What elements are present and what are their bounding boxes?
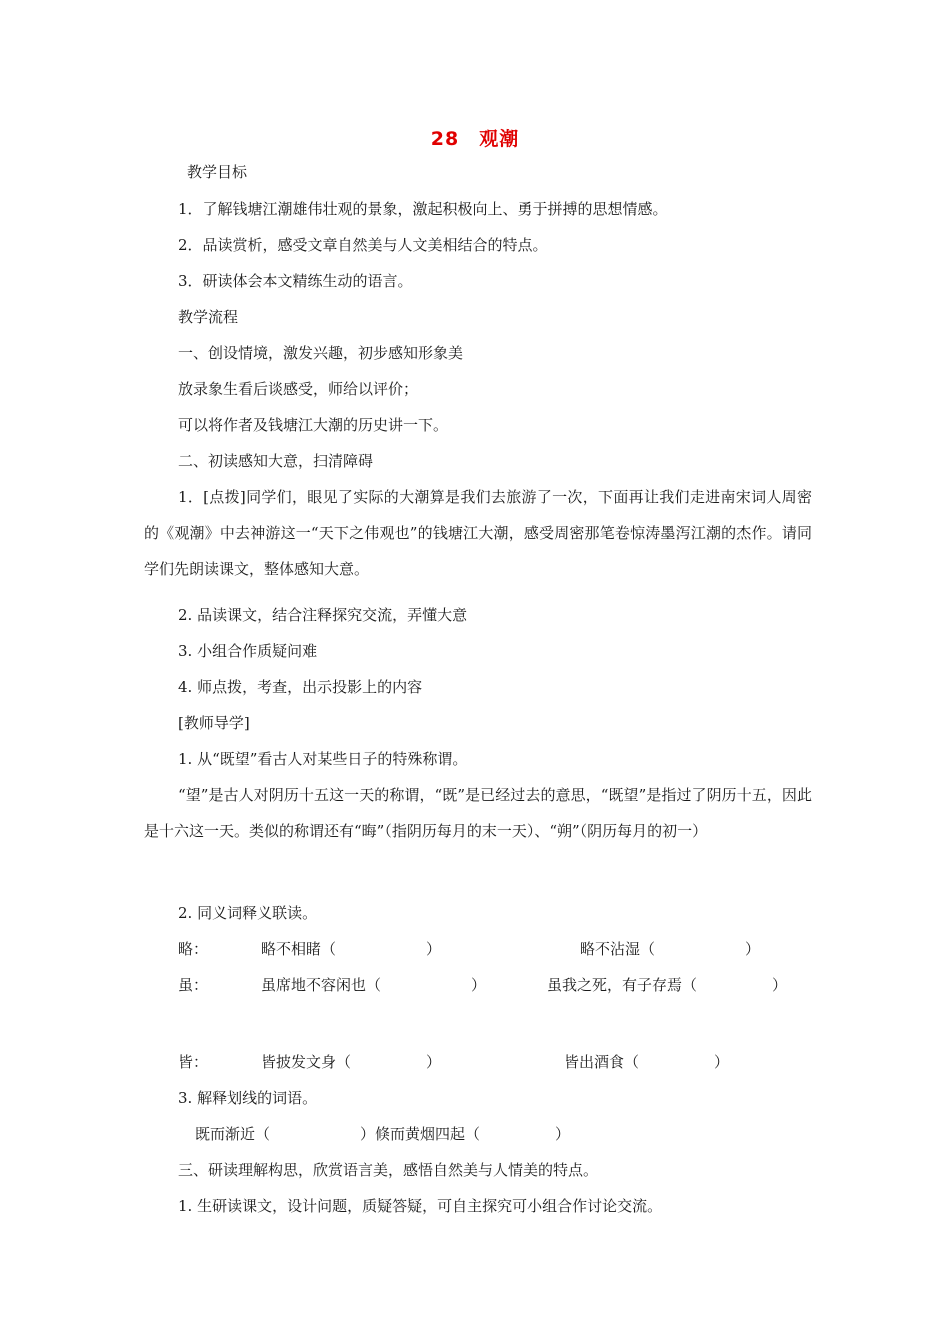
guide-item-3: 3. 解释划线的词语。 bbox=[178, 1089, 318, 1107]
goal-item-3: 3．研读体会本文精练生动的语言。 bbox=[178, 272, 413, 290]
process-heading: 教学流程 bbox=[178, 308, 239, 326]
section3-heading: 三、研读理解构思，欣赏语言美，感悟自然美与人情美的特点。 bbox=[178, 1161, 599, 1179]
goals-heading: 教学目标 bbox=[187, 163, 248, 181]
synonym-jie-b: 皆出酒食（ ） bbox=[564, 1053, 730, 1071]
guide-item-2: 2. 同义词释义联读。 bbox=[178, 904, 318, 922]
section2-paragraph-1: 1．[点拨]同学们，眼见了实际的大潮算是我们去旅游了一次，下面再让我们走进南宋词人周密的《观潮》中去神游这一“天下之伟观也”的钱塘江大潮，感受周密那笔卷惊涛墨泻江潮的杰作。请同学们先朗读课文，整体感知大意。 bbox=[144, 488, 812, 578]
synonym-char-jie: 皆： bbox=[178, 1053, 209, 1071]
goal-item-1: 1．了解钱塘江潮雄伟壮观的景象，激起积极向上、勇于拼搏的思想情感。 bbox=[178, 200, 668, 218]
guide-item-1: 1. 从“既望”看古人对某些日子的特殊称谓。 bbox=[178, 750, 468, 768]
section3-item-1: 1. 生研读课文，设计问题，质疑答疑，可自主探究可小组合作讨论交流。 bbox=[178, 1197, 663, 1215]
synonym-lue-b: 略不沾湿（ ） bbox=[580, 940, 761, 958]
synonym-sui-b: 虽我之死，有子存焉（ ） bbox=[547, 976, 788, 994]
section2-item-2: 2. 品读课文，结合注释探究交流，弄懂大意 bbox=[178, 606, 468, 624]
section1-line-1: 放录象生看后谈感受，师给以评价； bbox=[178, 380, 419, 398]
section2-heading: 二、初读感知大意，扫清障碍 bbox=[178, 452, 374, 470]
synonym-char-lue: 略： bbox=[178, 940, 209, 958]
page-title: 28 观潮 bbox=[430, 128, 520, 150]
teacher-guide-heading: [教师导学] bbox=[178, 714, 250, 732]
guide-item-1-paragraph: “望”是古人对阴历十五这一天的称谓，“既”是已经过去的意思，“既望”是指过了阴历十五，因此是十六这一天。类似的称谓还有“晦”（指阴历每月的末一天）、“朔”（阴历每月的初一） bbox=[144, 786, 812, 840]
section2-item-4: 4. 师点拨，考查，出示投影上的内容 bbox=[178, 678, 423, 696]
synonym-char-sui: 虽： bbox=[178, 976, 209, 994]
section1-line-2: 可以将作者及钱塘江大潮的历史讲一下。 bbox=[178, 416, 449, 434]
section1-heading: 一、创设情境，激发兴趣，初步感知形象美 bbox=[178, 344, 464, 362]
goal-item-2: 2．品读赏析，感受文章自然美与人文美相结合的特点。 bbox=[178, 236, 548, 254]
synonym-jie-a: 皆披发文身（ ） bbox=[261, 1053, 442, 1071]
synonym-sui-a: 虽席地不容闲也（ ） bbox=[261, 976, 487, 994]
synonym-lue-a: 略不相睹（ ） bbox=[261, 940, 442, 958]
section2-item-3: 3. 小组合作质疑问难 bbox=[178, 642, 318, 660]
guide-item-3-words: 既而渐近（ ）倏而黄烟四起（ ） bbox=[195, 1125, 571, 1143]
